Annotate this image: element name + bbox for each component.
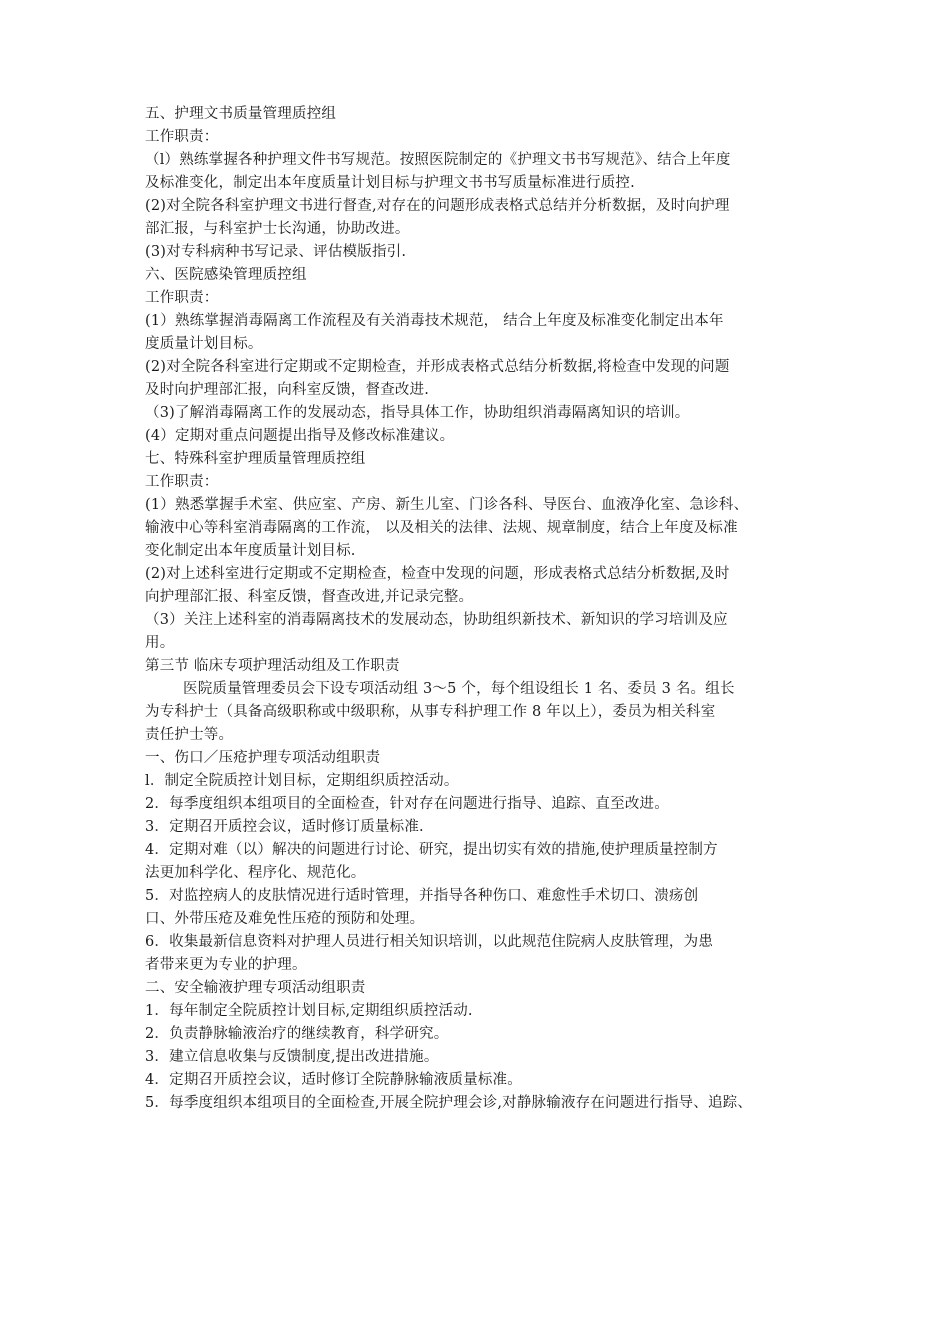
list-item: 3．建立信息收集与反馈制度,提出改进措施。: [145, 1049, 439, 1065]
text-line: （3)了解消毒隔离工作的发展动态，指导具体工作，协助组织消毒隔离知识的培训。: [145, 405, 690, 421]
text-line: 用。: [145, 635, 175, 651]
list-item: 4．定期对难（以）解决的问题进行讨论、研究，提出切实有效的措施,使护理质量控制方: [145, 842, 718, 858]
text-line: 度质量计划目标。: [145, 336, 263, 352]
document-body: [145, 103, 845, 1115]
section-heading: 五、护理文书质量管理质控组: [145, 106, 337, 122]
section-heading: 二、安全输液护理专项活动组职责: [145, 980, 366, 996]
text-line: (4）定期对重点问题提出指导及修改标准建议。: [145, 428, 455, 444]
chapter-heading: 第三节 临床专项护理活动组及工作职责: [145, 658, 400, 674]
text-line: 向护理部汇报、科室反馈，督查改进,并记录完整。: [145, 589, 474, 605]
duty-label: 工作职责：: [145, 474, 219, 490]
list-item: 1．每年制定全院质控计划目标,定期组织质控活动.: [145, 1003, 473, 1019]
list-item: 2．每季度组织本组项目的全面检查，针对存在问题进行指导、追踪、直至改进。: [145, 796, 669, 812]
duty-label: 工作职责：: [145, 129, 219, 145]
text-line: 输液中心等科室消毒隔离的工作流， 以及相关的法律、法规、规章制度，结合上年度及标准: [145, 520, 738, 536]
section-heading: 七、特殊科室护理质量管理质控组: [145, 451, 366, 467]
paragraph-line: 医院质量管理委员会下设专项活动组 3～5 个，每个组设组长 1 名、委员 3 名。组长: [183, 681, 735, 697]
text-line: (2)对全院各科室进行定期或不定期检查，并形成表格式总结分析数据,将检查中发现的问题: [145, 359, 730, 375]
text-line: (2)对全院各科室护理文书进行督查,对存在的问题形成表格式总结并分析数据，及时向护理: [145, 198, 730, 214]
list-item: 口、外带压疮及难免性压疮的预防和处理。: [145, 911, 425, 927]
section-heading: 一、伤口／压疮护理专项活动组职责: [145, 750, 381, 766]
paragraph-line: 为专科护士（具备高级职称或中级职称，从事专科护理工作 8 年以上），委员为相关科室: [145, 704, 716, 720]
list-item: 3．定期召开质控会议，适时修订质量标准.: [145, 819, 424, 835]
duty-label: 工作职责：: [145, 290, 219, 306]
list-item: 6．收集最新信息资料对护理人员进行相关知识培训，以此规范住院病人皮肤管理，为患: [145, 934, 714, 950]
list-item: 5．对监控病人的皮肤情况进行适时管理，并指导各种伤口、难愈性手术切口、溃疡创: [145, 888, 699, 904]
list-item: 4．定期召开质控会议，适时修订全院静脉输液质量标准。: [145, 1072, 522, 1088]
paragraph-line: 责任护士等。: [145, 727, 234, 743]
list-item: 法更加科学化、程序化、规范化。: [145, 865, 366, 881]
text-line: 变化制定出本年度质量计划目标.: [145, 543, 356, 559]
list-item: 2．负责静脉输液治疗的继续教育，科学研究。: [145, 1026, 449, 1042]
text-line: （l）熟练掌握各种护理文件书写规范。按照医院制定的《护理文书书写规范》、结合上年度: [145, 152, 731, 168]
section-heading: 六、医院感染管理质控组: [145, 267, 307, 283]
text-line: (3)对专科病种书写记录、评估模版指引.: [145, 244, 407, 260]
text-line: (1）熟悉掌握手术室、供应室、产房、新生儿室、门诊各科、导医台、血液净化室、急诊科、: [145, 497, 749, 513]
text-line: 及时向护理部汇报，向科室反馈，督查改进.: [145, 382, 430, 398]
list-item: l．制定全院质控计划目标，定期组织质控活动。: [145, 773, 459, 789]
text-line: 部汇报，与科室护士长沟通，协助改进。: [145, 221, 410, 237]
list-item: 者带来更为专业的护理。: [145, 957, 307, 973]
text-line: (1）熟练掌握消毒隔离工作流程及有关消毒技术规范， 结合上年度及标准变化制定出本年: [145, 313, 724, 329]
text-line: （3）关注上述科室的消毒隔离技术的发展动态，协助组织新技术、新知识的学习培训及应: [145, 612, 728, 628]
text-line: 及标准变化，制定出本年度质量计划目标与护理文书书写质量标准进行质控.: [145, 175, 635, 191]
text-line: (2)对上述科室进行定期或不定期检查，检查中发现的问题，形成表格式总结分析数据,及时: [145, 566, 730, 582]
list-item: 5．每季度组织本组项目的全面检查,开展全院护理会诊,对静脉输液存在问题进行指导、追踪、: [145, 1095, 753, 1111]
